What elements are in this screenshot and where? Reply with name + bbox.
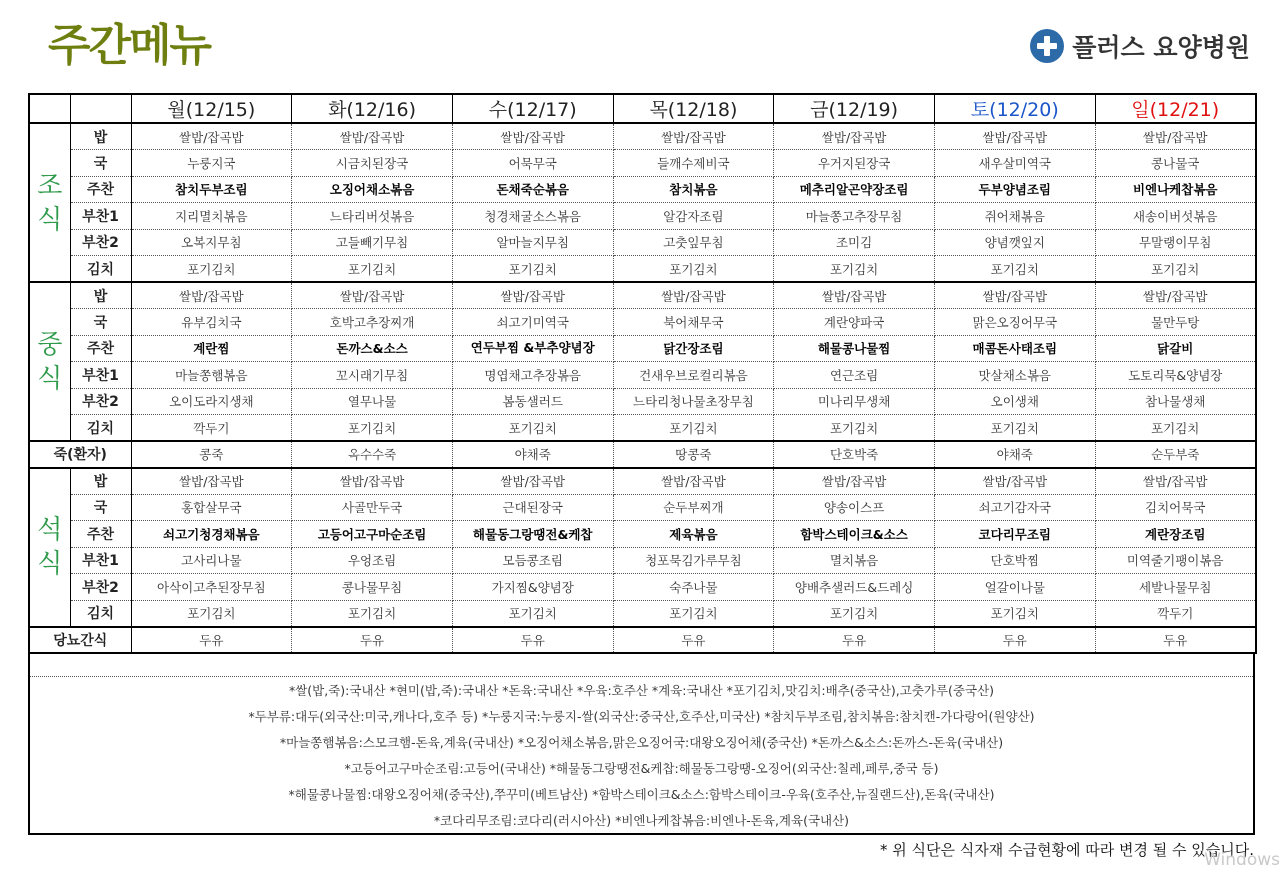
meal-label-char: 중 <box>37 329 63 360</box>
menu-item: 쌀밥/잡곡밥 <box>774 282 935 309</box>
hospital-logo <box>1030 28 1250 64</box>
menu-item: 포기김치 <box>452 256 613 283</box>
category-label: 밥 <box>70 282 131 309</box>
origin-note: *쌀(밥,죽):국내산 *현미(밥,죽):국내산 *돈육:국내산 *우육:호주산 *계육:국내산 *포기김치,맛김치:배추(중국산),고춧가루(중국산) <box>288 683 995 698</box>
origin-notes-box <box>28 654 1255 835</box>
menu-item: 가지찜&양념장 <box>452 574 613 601</box>
origin-note: *마늘쫑햄볶음:스모크햄-돈육,계육(국내산) *오징어채소볶음,맑은오징어국:대왕오징어채(중국산) *돈까스&소스:돈까스-돈육(국내산) <box>279 735 1004 750</box>
menu-item: 두부양념조림 <box>934 176 1095 203</box>
menu-item: 깍두기 <box>131 415 292 442</box>
category-label: 국 <box>70 309 131 336</box>
menu-item: 연두부찜 &부추양념장 <box>452 335 613 362</box>
menu-item: 쌀밥/잡곡밥 <box>613 123 774 150</box>
menu-item: 포기김치 <box>1095 415 1256 442</box>
menu-item: 포기김치 <box>934 600 1095 627</box>
menu-item: 단호박죽 <box>774 441 935 468</box>
menu-item: 지리멸치볶음 <box>131 203 292 230</box>
menu-item: 오복지무침 <box>131 229 292 256</box>
menu-item: 순두부죽 <box>1095 441 1256 468</box>
menu-item: 제육볶음 <box>613 521 774 548</box>
os-watermark: Windows <box>1204 850 1280 870</box>
menu-item: 깍두기 <box>1095 600 1256 627</box>
menu-item: 두유 <box>292 627 453 654</box>
menu-item: 쌀밥/잡곡밥 <box>131 123 292 150</box>
menu-item: 사골만두국 <box>292 494 453 521</box>
meal-label-char: 석 <box>37 515 63 545</box>
menu-item: 두유 <box>131 627 292 654</box>
menu-item: 마늘쫑고추장무침 <box>774 203 935 230</box>
category-label: 밥 <box>70 123 131 150</box>
menu-row <box>29 229 1256 256</box>
menu-item: 닭간장조림 <box>613 335 774 362</box>
menu-item: 우엉조림 <box>292 547 453 574</box>
menu-item: 돈까스&소스 <box>292 335 453 362</box>
category-label: 국 <box>70 494 131 521</box>
origin-note: *두부류:대두(외국산:미국,캐나다,호주 등) *누룽지국:누룽지-쌀(외국산:중국산,호주산,미국산) *참치두부조림,참치볶음:참치캔-가다랑어(원양산) <box>248 709 1035 724</box>
menu-item: 얼갈이나물 <box>934 574 1095 601</box>
origin-note: *코다리무조림:코다리(러시아산) *비엔나케찹볶음:비엔나-돈육,계육(국내산) <box>433 813 850 828</box>
menu-item: 쌀밥/잡곡밥 <box>131 282 292 309</box>
menu-item: 양송이스프 <box>774 494 935 521</box>
menu-row <box>29 203 1256 230</box>
menu-item: 쌀밥/잡곡밥 <box>934 123 1095 150</box>
menu-item: 고사리나물 <box>131 547 292 574</box>
menu-item: 쌀밥/잡곡밥 <box>131 468 292 495</box>
category-label: 부찬1 <box>70 203 131 230</box>
menu-row <box>29 521 1256 548</box>
menu-item: 포기김치 <box>292 600 453 627</box>
menu-item: 봄동샐러드 <box>452 388 613 415</box>
meal-label <box>29 282 70 441</box>
menu-item: 고춧잎무침 <box>613 229 774 256</box>
menu-item: 쌀밥/잡곡밥 <box>452 123 613 150</box>
category-label: 부찬2 <box>70 229 131 256</box>
header-blank <box>70 94 131 123</box>
weekly-menu-table <box>28 93 1257 654</box>
menu-item: 계란찜 <box>131 335 292 362</box>
menu-item: 양배추샐러드&드레싱 <box>774 574 935 601</box>
menu-item: 쌀밥/잡곡밥 <box>1095 282 1256 309</box>
category-label: 주찬 <box>70 521 131 548</box>
category-label: 부찬1 <box>70 547 131 574</box>
menu-row <box>29 600 1256 627</box>
menu-item: 계란양파국 <box>774 309 935 336</box>
menu-item: 포기김치 <box>774 256 935 283</box>
menu-item: 쇠고기감자국 <box>934 494 1095 521</box>
menu-row <box>29 309 1256 336</box>
day-header: 금(12/19) <box>774 94 935 123</box>
menu-item: 김치어묵국 <box>1095 494 1256 521</box>
day-header: 수(12/17) <box>452 94 613 123</box>
day-header-row <box>29 94 1256 123</box>
category-label: 주찬 <box>70 176 131 203</box>
menu-item: 물만두탕 <box>1095 309 1256 336</box>
menu-item: 느타리청나물초장무침 <box>613 388 774 415</box>
menu-item: 참치두부조림 <box>131 176 292 203</box>
menu-item: 쌀밥/잡곡밥 <box>1095 123 1256 150</box>
menu-item: 포기김치 <box>452 415 613 442</box>
menu-item: 매콤돈사태조림 <box>934 335 1095 362</box>
day-header: 화(12/16) <box>292 94 453 123</box>
menu-item: 포기김치 <box>292 256 453 283</box>
menu-item: 땅콩죽 <box>613 441 774 468</box>
menu-item: 조미김 <box>774 229 935 256</box>
menu-item: 포기김치 <box>452 600 613 627</box>
menu-row <box>29 468 1256 495</box>
menu-item: 포기김치 <box>613 256 774 283</box>
menu-item: 콩나물무침 <box>292 574 453 601</box>
menu-item: 쌀밥/잡곡밥 <box>452 282 613 309</box>
diabetic_snack-row <box>29 627 1256 654</box>
meal-label-char: 식 <box>37 363 63 394</box>
menu-row <box>29 547 1256 574</box>
menu-item: 알감자조림 <box>613 203 774 230</box>
menu-row <box>29 256 1256 283</box>
menu-item: 비엔나케찹볶음 <box>1095 176 1256 203</box>
category-label: 주찬 <box>70 335 131 362</box>
menu-item: 명엽채고추장볶음 <box>452 362 613 389</box>
menu-item: 두유 <box>934 627 1095 654</box>
origin-note: *해물콩나물찜:대왕오징어채(중국산),쭈꾸미(베트남산) *함박스테이크&소스:함박스테이크-우육(호주산,뉴질랜드산),돈육(국내산) <box>288 787 995 802</box>
menu-item: 아삭이고추된장무침 <box>131 574 292 601</box>
menu-item: 콩나물국 <box>1095 150 1256 177</box>
menu-item: 쌀밥/잡곡밥 <box>292 282 453 309</box>
meal-label <box>29 123 70 282</box>
menu-item: 청경채굴소스볶음 <box>452 203 613 230</box>
change-notice: * 위 식단은 식자재 수급현황에 따라 변경 될 수 있습니다. <box>880 841 1254 859</box>
menu-item: 야채죽 <box>934 441 1095 468</box>
menu-item: 쌀밥/잡곡밥 <box>774 468 935 495</box>
menu-item: 꼬시래기무침 <box>292 362 453 389</box>
menu-item: 포기김치 <box>934 256 1095 283</box>
category-label: 부찬1 <box>70 362 131 389</box>
menu-item: 모듬콩조림 <box>452 547 613 574</box>
day-header: 목(12/18) <box>613 94 774 123</box>
menu-item: 어묵무국 <box>452 150 613 177</box>
menu-item: 두유 <box>1095 627 1256 654</box>
menu-item: 건새우브로컬리볶음 <box>613 362 774 389</box>
menu-item: 쥐어채볶음 <box>934 203 1095 230</box>
menu-item: 근대된장국 <box>452 494 613 521</box>
menu-item: 알마늘지무침 <box>452 229 613 256</box>
menu-item: 호박고추장찌개 <box>292 309 453 336</box>
category-label: 부찬2 <box>70 574 131 601</box>
menu-row <box>29 335 1256 362</box>
header-blank <box>29 94 70 123</box>
meal-label <box>29 468 70 627</box>
menu-item: 포기김치 <box>774 600 935 627</box>
menu-item: 홍합살무국 <box>131 494 292 521</box>
menu-item: 해물콩나물찜 <box>774 335 935 362</box>
menu-item: 유부김치국 <box>131 309 292 336</box>
menu-item: 열무나물 <box>292 388 453 415</box>
hospital-name: 플러스 요양병원 <box>1072 33 1250 62</box>
menu-item: 옥수수죽 <box>292 441 453 468</box>
menu-item: 고등어고구마순조림 <box>292 521 453 548</box>
diabetic_snack-label: 당뇨간식 <box>29 627 131 654</box>
menu-item: 느타리버섯볶음 <box>292 203 453 230</box>
menu-row <box>29 388 1256 415</box>
menu-item: 포기김치 <box>131 600 292 627</box>
menu-item: 멸치볶음 <box>774 547 935 574</box>
menu-item: 쌀밥/잡곡밥 <box>613 282 774 309</box>
menu-item: 쌀밥/잡곡밥 <box>613 468 774 495</box>
menu-item: 포기김치 <box>1095 256 1256 283</box>
menu-item: 순두부찌개 <box>613 494 774 521</box>
menu-item: 미나리무생채 <box>774 388 935 415</box>
menu-item: 고들빼기무침 <box>292 229 453 256</box>
menu-item: 참치볶음 <box>613 176 774 203</box>
menu-item: 쌀밥/잡곡밥 <box>292 468 453 495</box>
menu-item: 야채죽 <box>452 441 613 468</box>
day-header: 토(12/20) <box>934 94 1095 123</box>
menu-item: 맑은오징어무국 <box>934 309 1095 336</box>
menu-item: 닭갈비 <box>1095 335 1256 362</box>
menu-item: 쌀밥/잡곡밥 <box>934 468 1095 495</box>
menu-row <box>29 150 1256 177</box>
menu-row <box>29 574 1256 601</box>
menu-item: 무말랭이무침 <box>1095 229 1256 256</box>
menu-item: 쌀밥/잡곡밥 <box>774 123 935 150</box>
menu-item: 포기김치 <box>934 415 1095 442</box>
menu-item: 시금치된장국 <box>292 150 453 177</box>
menu-item: 쌀밥/잡곡밥 <box>1095 468 1256 495</box>
page-title: 주간메뉴 <box>48 20 211 71</box>
category-label: 김치 <box>70 600 131 627</box>
menu-item: 숙주나물 <box>613 574 774 601</box>
category-label: 부찬2 <box>70 388 131 415</box>
menu-row <box>29 362 1256 389</box>
menu-item: 쇠고기청경채볶음 <box>131 521 292 548</box>
menu-item: 두유 <box>774 627 935 654</box>
origin-notes-list <box>30 678 1253 834</box>
day-header: 월(12/15) <box>131 94 292 123</box>
menu-item: 미역줄기팽이볶음 <box>1095 547 1256 574</box>
notes-divider <box>30 676 1253 677</box>
menu-item: 연근조림 <box>774 362 935 389</box>
category-label: 밥 <box>70 468 131 495</box>
menu-item: 오이생채 <box>934 388 1095 415</box>
menu-item: 쌀밥/잡곡밥 <box>292 123 453 150</box>
menu-row <box>29 176 1256 203</box>
menu-item: 새송이버섯볶음 <box>1095 203 1256 230</box>
menu-item: 오징어채소볶음 <box>292 176 453 203</box>
menu-item: 두유 <box>452 627 613 654</box>
menu-item: 쌀밥/잡곡밥 <box>934 282 1095 309</box>
menu-row <box>29 282 1256 309</box>
menu-item: 양념깻잎지 <box>934 229 1095 256</box>
menu-item: 두유 <box>613 627 774 654</box>
menu-item: 들깨수제비국 <box>613 150 774 177</box>
menu-item: 포기김치 <box>613 415 774 442</box>
menu-item: 도토리묵&양념장 <box>1095 362 1256 389</box>
origin-note: *고등어고구마순조림:고등어(국내산) *해물동그랑땡전&케찹:해물동그랑땡-오징어(외국산:칠레,페루,중국 등) <box>344 761 939 776</box>
menu-item: 누룽지국 <box>131 150 292 177</box>
menu-item: 참나물생채 <box>1095 388 1256 415</box>
menu-item: 계란장조림 <box>1095 521 1256 548</box>
menu-item: 새우살미역국 <box>934 150 1095 177</box>
menu-item: 쌀밥/잡곡밥 <box>452 468 613 495</box>
menu-item: 돈채죽순볶음 <box>452 176 613 203</box>
porridge-label: 죽(환자) <box>29 441 131 468</box>
meal-label-char: 식 <box>37 204 63 235</box>
menu-item: 우거지된장국 <box>774 150 935 177</box>
menu-item: 포기김치 <box>613 600 774 627</box>
menu-item: 마늘쫑햄볶음 <box>131 362 292 389</box>
menu-item: 청포묵김가루무침 <box>613 547 774 574</box>
menu-item: 포기김치 <box>292 415 453 442</box>
menu-item: 단호박찜 <box>934 547 1095 574</box>
category-label: 김치 <box>70 256 131 283</box>
medical-cross-icon <box>1030 29 1064 63</box>
menu-item: 오이도라지생채 <box>131 388 292 415</box>
menu-item: 콩죽 <box>131 441 292 468</box>
menu-row <box>29 123 1256 150</box>
menu-item: 해물동그랑땡전&케찹 <box>452 521 613 548</box>
menu-item: 포기김치 <box>774 415 935 442</box>
menu-item: 세발나물무침 <box>1095 574 1256 601</box>
meal-label-char: 식 <box>37 549 63 579</box>
menu-item: 북어채무국 <box>613 309 774 336</box>
porridge-row <box>29 441 1256 468</box>
menu-item: 코다리무조림 <box>934 521 1095 548</box>
menu-item: 맛살채소볶음 <box>934 362 1095 389</box>
day-header: 일(12/21) <box>1095 94 1256 123</box>
menu-item: 쇠고기미역국 <box>452 309 613 336</box>
menu-item: 함박스테이크&소스 <box>774 521 935 548</box>
meal-label-char: 조 <box>37 170 63 201</box>
menu-row <box>29 494 1256 521</box>
category-label: 김치 <box>70 415 131 442</box>
menu-item: 포기김치 <box>131 256 292 283</box>
category-label: 국 <box>70 150 131 177</box>
menu-row <box>29 415 1256 442</box>
menu-item: 메추리알곤약장조림 <box>774 176 935 203</box>
